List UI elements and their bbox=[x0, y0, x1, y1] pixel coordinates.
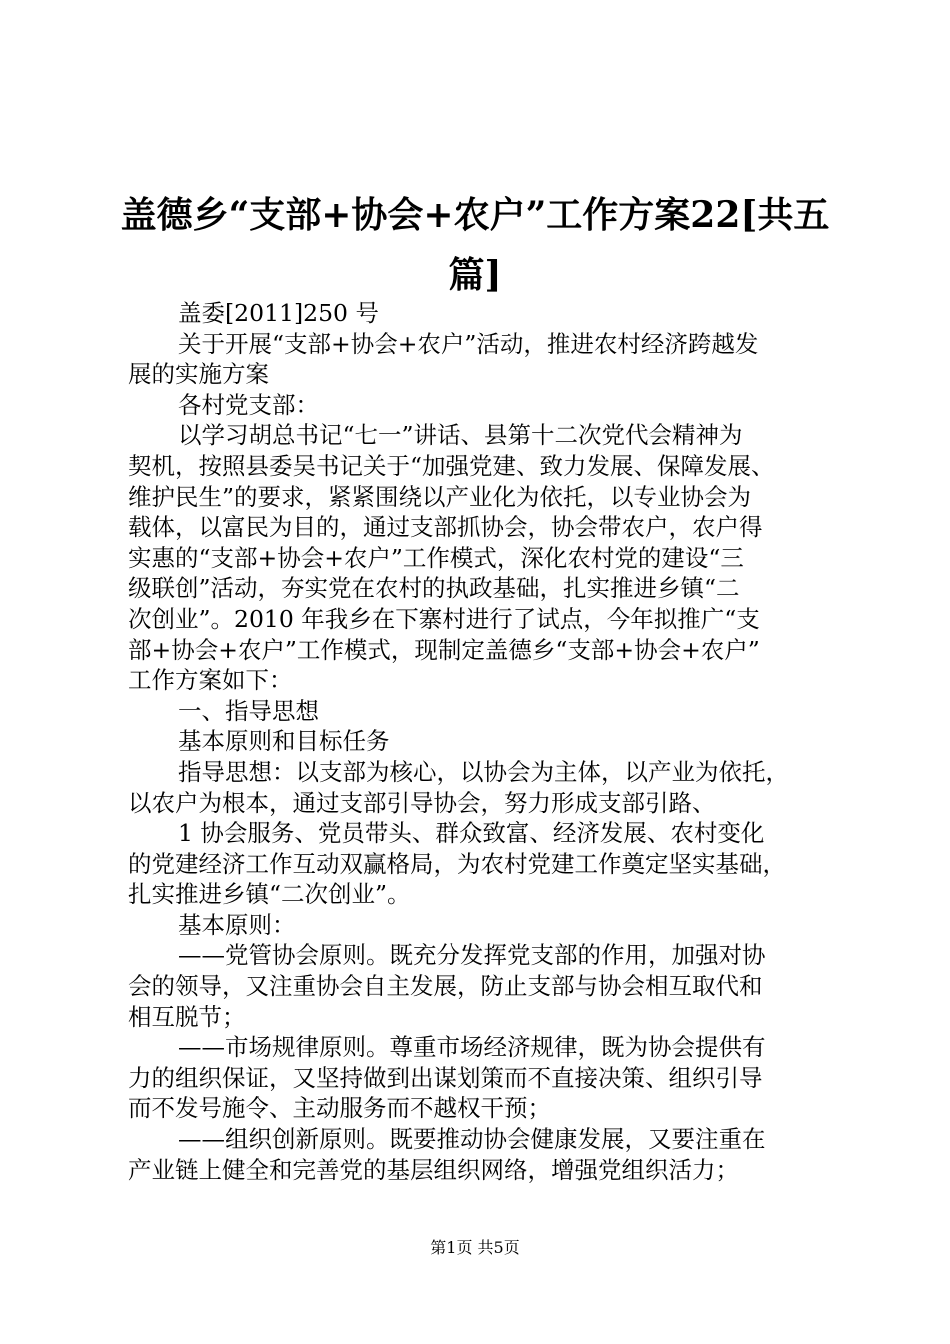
text-line: 一、指导思想 bbox=[178, 696, 319, 725]
paragraph bbox=[128, 298, 834, 329]
text-line: 工作方案如下： bbox=[128, 666, 293, 695]
paragraph bbox=[128, 757, 834, 818]
text-line: 基本原则和目标任务 bbox=[178, 727, 390, 756]
text-line: 契机，按照县委吴书记关于“加强党建、致力发展、保障发展、 bbox=[128, 451, 775, 480]
text-line: 基本原则： bbox=[178, 910, 296, 939]
text-line: 产业链上健全和完善党的基层组织网络，增强党组织活力； bbox=[128, 1155, 739, 1184]
paragraph bbox=[128, 818, 834, 910]
title-line-2: 篇] bbox=[448, 254, 502, 296]
text-line: 1 协会服务、党员带头、群众致富、经济发展、农村变化 bbox=[178, 819, 765, 848]
text-line: 级联创”活动，夯实党在农村的执政基础，扎实推进乡镇“二 bbox=[128, 574, 740, 603]
paragraph bbox=[128, 940, 834, 1032]
text-line: 展的实施方案 bbox=[128, 360, 269, 389]
paragraph bbox=[128, 329, 834, 390]
text-line: 力的组织保证，又坚持做到出谋划策而不直接决策、组织引导 bbox=[128, 1063, 763, 1092]
text-line: 载体，以富民为目的，通过支部抓协会，协会带农户，农户得 bbox=[128, 513, 763, 542]
text-line: 维护民生”的要求，紧紧围绕以产业化为依托，以专业协会为 bbox=[128, 482, 752, 511]
text-line: 以农户为根本，通过支部引导协会，努力形成支部引路、 bbox=[128, 788, 716, 817]
text-line: 部+协会+农户”工作模式，现制定盖德乡“支部+协会+农户” bbox=[128, 635, 760, 664]
document-body bbox=[128, 298, 834, 1185]
text-line: 各村党支部： bbox=[178, 390, 319, 419]
text-line: ——组织创新原则。既要推动协会健康发展，又要注重在 bbox=[178, 1125, 766, 1154]
paragraph bbox=[128, 696, 834, 727]
paragraph bbox=[128, 1124, 834, 1185]
text-line: 指导思想：以支部为核心，以协会为主体，以产业为依托， bbox=[178, 757, 789, 786]
paragraph bbox=[128, 726, 834, 757]
text-line: 扎实推进乡镇“二次创业”。 bbox=[128, 880, 411, 909]
paragraph bbox=[128, 1032, 834, 1124]
text-line: ——党管协会原则。既充分发挥党支部的作用，加强对协 bbox=[178, 941, 766, 970]
paragraph bbox=[128, 390, 834, 421]
text-line: 次创业”。2010 年我乡在下寨村进行了试点，今年拟推广“支 bbox=[128, 604, 760, 633]
text-line: 盖委[2011]250 号 bbox=[178, 299, 379, 327]
text-line: 相互脱节； bbox=[128, 1002, 246, 1031]
text-line: ——市场规律原则。尊重市场经济规律，既为协会提供有 bbox=[178, 1033, 766, 1062]
text-line: 会的领导，又注重协会自主发展，防止支部与协会相互取代和 bbox=[128, 972, 763, 1001]
document-title bbox=[100, 185, 850, 305]
paragraph bbox=[128, 910, 834, 941]
paragraph bbox=[128, 420, 834, 695]
page-footer: 第1页 共5页 bbox=[430, 1238, 520, 1257]
text-line: 而不发号施令、主动服务而不越权干预； bbox=[128, 1094, 551, 1123]
text-line: 实惠的“支部+协会+农户”工作模式，深化农村党的建设“三 bbox=[128, 543, 744, 572]
title-line-1: 盖德乡“支部+协会+农户”工作方案22[共五 bbox=[120, 194, 830, 236]
text-line: 关于开展“支部+协会+农户”活动，推进农村经济跨越发 bbox=[178, 329, 759, 358]
text-line: 的党建经济工作互动双赢格局，为农村党建工作奠定坚实基础， bbox=[128, 849, 786, 878]
text-line: 以学习胡总书记“七一”讲话、县第十二次党代会精神为 bbox=[178, 421, 743, 450]
